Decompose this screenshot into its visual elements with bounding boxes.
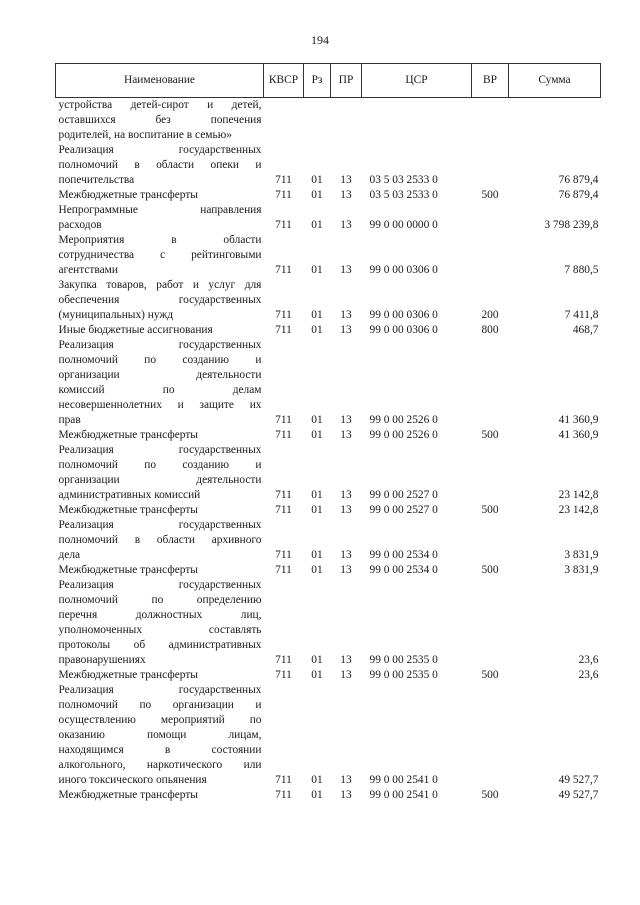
word: находящимся <box>58 744 124 756</box>
row-rz: 01 <box>311 504 323 516</box>
budget-table <box>55 63 601 803</box>
row-name-line <box>59 578 262 593</box>
header-rz: Рз <box>304 64 331 98</box>
row-name <box>56 503 264 518</box>
row-kvsr: 711 <box>275 219 292 231</box>
word: в <box>164 744 171 756</box>
row-pr: 13 <box>340 429 352 441</box>
word: составлять <box>208 624 262 636</box>
row-name-line <box>59 293 262 308</box>
word: деятельности <box>196 474 262 486</box>
row-rz: 01 <box>311 669 323 681</box>
row-name-line <box>59 698 262 713</box>
word: защите <box>199 399 234 411</box>
header-name: Наименование <box>56 64 264 98</box>
row-name-line: расходов <box>58 219 102 231</box>
word: Реализация <box>58 339 114 351</box>
row-name-line: дела <box>58 549 81 561</box>
header-csr: ЦСР <box>362 64 472 98</box>
word: Закупка <box>58 279 97 291</box>
word: и <box>255 159 262 171</box>
row-name-line <box>59 728 262 743</box>
row-kvsr: 711 <box>275 789 292 801</box>
row-csr: 03 5 03 2533 0 <box>369 189 438 201</box>
row-csr: 99 0 00 2541 0 <box>369 789 438 801</box>
row-vr <box>472 338 509 428</box>
word: алкогольного, <box>58 759 126 771</box>
word: государственных <box>178 444 262 456</box>
word: государственных <box>178 579 262 591</box>
row-sum: 23 142,8 <box>558 504 599 516</box>
word: осуществлению <box>58 714 136 726</box>
row-name-line: прав <box>58 414 81 426</box>
word: государственных <box>178 339 262 351</box>
table-body <box>56 98 601 804</box>
row-rz: 01 <box>311 774 323 786</box>
row-kvsr: 711 <box>275 549 292 561</box>
row-rz: 01 <box>311 264 323 276</box>
row-kvsr: 711 <box>275 189 292 201</box>
row-name-line: правонарушениях <box>58 654 146 666</box>
row-name <box>56 578 264 668</box>
row-kvsr: 711 <box>275 414 292 426</box>
word: государственных <box>178 294 262 306</box>
word: области <box>156 159 195 171</box>
row-kvsr: 711 <box>275 564 292 576</box>
word: в <box>134 159 140 171</box>
row-kvsr: 711 <box>275 669 292 681</box>
row-name-line <box>59 473 262 488</box>
row-name-line <box>59 533 262 548</box>
row-name <box>56 188 264 203</box>
word: помощи <box>147 729 187 741</box>
row-vr <box>472 683 509 788</box>
row-name-line <box>59 143 262 158</box>
word: и <box>207 99 214 111</box>
row-kvsr: 711 <box>275 429 292 441</box>
row-name-line: административных комиссий <box>58 489 201 501</box>
row-name <box>56 98 264 144</box>
row-vr <box>472 233 509 278</box>
row-csr: 99 0 00 2534 0 <box>369 549 438 561</box>
row-name-line <box>59 443 262 458</box>
row-sum: 468,7 <box>572 324 599 336</box>
row-name <box>56 143 264 188</box>
row-pr: 13 <box>340 774 352 786</box>
row-csr: 99 0 00 2535 0 <box>369 654 438 666</box>
row-pr: 13 <box>340 264 352 276</box>
word: созданию <box>182 354 230 366</box>
word: деятельности <box>196 369 262 381</box>
row-name-line <box>59 158 262 173</box>
row-sum <box>509 98 601 144</box>
table-row <box>56 578 601 668</box>
table-header <box>56 64 601 98</box>
row-vr: 500 <box>481 564 499 576</box>
row-name-line <box>59 623 262 638</box>
row-kvsr <box>264 98 304 144</box>
row-vr: 500 <box>481 429 499 441</box>
row-vr <box>472 143 509 188</box>
row-vr <box>472 203 509 233</box>
word: и <box>255 699 262 711</box>
row-name-line <box>59 203 262 218</box>
row-name <box>56 668 264 683</box>
word: оказанию <box>58 729 105 741</box>
row-sum: 3 831,9 <box>564 549 599 561</box>
row-pr: 13 <box>340 219 352 231</box>
header-pr: ПР <box>331 64 362 98</box>
row-vr: 200 <box>481 309 499 321</box>
row-csr: 99 0 00 2534 0 <box>369 564 438 576</box>
word: и <box>255 354 262 366</box>
word: детей, <box>231 99 262 111</box>
word: перечня <box>58 609 98 621</box>
row-name-line <box>59 593 262 608</box>
table-row <box>56 503 601 518</box>
table-row <box>56 323 601 338</box>
row-name-line: попечительства <box>58 174 135 186</box>
word: направления <box>200 204 262 216</box>
word: организации <box>172 699 234 711</box>
row-name-line <box>59 233 262 248</box>
word: определению <box>196 594 262 606</box>
word: лицам, <box>228 729 262 741</box>
row-name <box>56 443 264 503</box>
row-name-line: (муниципальных) нужд <box>58 309 174 321</box>
row-csr: 99 0 00 2527 0 <box>369 504 438 516</box>
word: попечения <box>210 114 262 126</box>
row-pr: 13 <box>340 549 352 561</box>
table-row <box>56 668 601 683</box>
row-name-line: Межбюджетные трансферты <box>58 789 198 801</box>
row-name-line <box>59 713 262 728</box>
row-pr <box>331 98 362 144</box>
word: области <box>223 234 262 246</box>
table-row <box>56 428 601 443</box>
row-csr: 99 0 00 0000 0 <box>369 219 438 231</box>
word: и <box>192 279 199 291</box>
row-csr: 99 0 00 2526 0 <box>369 429 438 441</box>
table-row <box>56 563 601 578</box>
row-name <box>56 278 264 323</box>
row-pr: 13 <box>340 309 352 321</box>
row-name-line: родителей, на воспитание в семью» <box>58 129 232 141</box>
row-name <box>56 788 264 803</box>
row-sum: 3 831,9 <box>564 564 599 576</box>
row-name-line <box>59 458 262 473</box>
row-sum: 23,6 <box>578 669 599 681</box>
word: мероприятий <box>160 714 225 726</box>
row-sum: 49 527,7 <box>558 789 599 801</box>
table-row <box>56 233 601 278</box>
row-vr <box>472 443 509 503</box>
word: лиц, <box>240 609 262 621</box>
row-name-line <box>59 758 262 773</box>
row-name-line <box>59 278 262 293</box>
word: Реализация <box>58 684 114 696</box>
row-rz: 01 <box>311 174 323 186</box>
row-sum: 41 360,9 <box>558 414 599 426</box>
row-name-line: агентствами <box>58 264 118 276</box>
row-name <box>56 233 264 278</box>
header-sum: Сумма <box>509 64 601 98</box>
row-kvsr: 711 <box>275 504 292 516</box>
word: для <box>244 279 262 291</box>
word: должностных <box>135 609 203 621</box>
word: административных <box>168 639 262 651</box>
row-pr: 13 <box>340 564 352 576</box>
row-pr: 13 <box>340 174 352 186</box>
row-pr: 13 <box>340 669 352 681</box>
word: работ <box>156 279 184 291</box>
row-rz: 01 <box>311 414 323 426</box>
word: без <box>155 114 171 126</box>
row-vr: 500 <box>481 789 499 801</box>
row-pr: 13 <box>340 324 352 336</box>
row-name-line: Иные бюджетные ассигнования <box>58 324 213 336</box>
row-name <box>56 203 264 233</box>
row-csr: 99 0 00 2526 0 <box>369 414 438 426</box>
row-csr: 99 0 00 2541 0 <box>369 774 438 786</box>
row-name <box>56 518 264 563</box>
row-vr <box>472 98 509 144</box>
word: состоянии <box>211 744 262 756</box>
row-pr: 13 <box>340 654 352 666</box>
row-kvsr: 711 <box>275 654 292 666</box>
word: сотрудничества <box>58 249 135 261</box>
word: с <box>160 249 166 261</box>
word: полномочий <box>58 594 118 606</box>
row-csr: 99 0 00 0306 0 <box>369 324 438 336</box>
row-vr <box>472 578 509 668</box>
word: Реализация <box>58 519 114 531</box>
word: по <box>151 594 164 606</box>
word: по <box>249 714 262 726</box>
row-name-line: Межбюджетные трансферты <box>58 669 198 681</box>
row-name <box>56 323 264 338</box>
row-rz: 01 <box>311 429 323 441</box>
row-name-line: Межбюджетные трансферты <box>58 564 198 576</box>
word: в <box>134 534 141 546</box>
word: организации <box>58 369 120 381</box>
row-pr: 13 <box>340 504 352 516</box>
row-name-line <box>59 248 262 263</box>
row-vr: 500 <box>481 669 499 681</box>
row-vr: 500 <box>481 189 499 201</box>
word: по <box>144 459 157 471</box>
row-pr: 13 <box>340 414 352 426</box>
row-name-line <box>59 743 262 758</box>
row-rz: 01 <box>311 789 323 801</box>
table-row <box>56 203 601 233</box>
row-name-line <box>59 98 262 113</box>
row-kvsr: 711 <box>275 774 292 786</box>
row-rz: 01 <box>311 189 323 201</box>
word: обеспечения <box>58 294 120 306</box>
row-pr: 13 <box>340 489 352 501</box>
row-name-line <box>59 518 262 533</box>
row-rz <box>304 98 331 144</box>
word: товаров, <box>106 279 147 291</box>
table-row <box>56 143 601 188</box>
row-name-line <box>59 398 262 413</box>
row-name-line <box>59 113 262 128</box>
word: и <box>177 399 184 411</box>
word: полномочий <box>58 459 118 471</box>
word: Реализация <box>58 579 114 591</box>
table-row <box>56 518 601 563</box>
word: полномочий <box>58 354 118 366</box>
table-row <box>56 683 601 788</box>
word: услуг <box>208 279 236 291</box>
word: полномочий <box>58 699 118 711</box>
row-vr <box>472 518 509 563</box>
word: и <box>255 459 262 471</box>
row-name-line: Межбюджетные трансферты <box>58 429 198 441</box>
row-vr: 800 <box>481 324 499 336</box>
row-vr: 500 <box>481 504 499 516</box>
word: государственных <box>178 684 262 696</box>
row-name-line: иного токсического опьянения <box>58 774 207 786</box>
word: делам <box>232 384 262 396</box>
word: Реализация <box>58 444 114 456</box>
row-name-line <box>59 638 262 653</box>
word: созданию <box>182 459 230 471</box>
word: полномочий <box>58 159 118 171</box>
word: полномочий <box>58 534 118 546</box>
row-sum: 23 142,8 <box>558 489 599 501</box>
row-name-line <box>59 608 262 623</box>
page-number: 194 <box>311 33 329 47</box>
row-rz: 01 <box>311 564 323 576</box>
table-row <box>56 443 601 503</box>
row-sum: 3 798 239,8 <box>544 219 599 231</box>
row-kvsr: 711 <box>275 309 292 321</box>
row-sum: 76 879,4 <box>558 189 599 201</box>
word: несовершеннолетних <box>58 399 162 411</box>
row-csr: 99 0 00 2535 0 <box>369 669 438 681</box>
row-rz: 01 <box>311 654 323 666</box>
row-rz: 01 <box>311 489 323 501</box>
word: рейтинговыми <box>191 249 262 261</box>
row-name-line <box>59 368 262 383</box>
row-name-line <box>59 683 262 698</box>
row-rz: 01 <box>311 324 323 336</box>
table-row <box>56 278 601 323</box>
row-kvsr: 711 <box>275 174 292 186</box>
header-kvsr: КВСР <box>264 64 304 98</box>
word: области <box>156 534 195 546</box>
row-name-line: Межбюджетные трансферты <box>58 504 198 516</box>
word: по <box>162 384 175 396</box>
row-name <box>56 428 264 443</box>
word: детей-сирот <box>130 99 189 111</box>
word: устройства <box>58 99 113 111</box>
word: по <box>144 354 157 366</box>
row-kvsr: 711 <box>275 264 292 276</box>
row-pr: 13 <box>340 189 352 201</box>
word: наркотического <box>146 759 223 771</box>
row-name-line: Межбюджетные трансферты <box>58 189 198 201</box>
word: комиссий <box>58 384 105 396</box>
row-sum: 7 411,8 <box>564 309 599 321</box>
row-csr: 03 5 03 2533 0 <box>369 174 438 186</box>
row-sum: 23,6 <box>578 654 599 666</box>
word: протоколы <box>58 639 111 651</box>
row-pr: 13 <box>340 789 352 801</box>
row-name-line <box>59 383 262 398</box>
word: организации <box>58 474 120 486</box>
word: Непрограммные <box>58 204 138 216</box>
row-name <box>56 563 264 578</box>
word: их <box>249 399 262 411</box>
table-row <box>56 188 601 203</box>
table-row <box>56 98 601 144</box>
row-sum: 7 880,5 <box>564 264 599 276</box>
row-name <box>56 683 264 788</box>
row-csr: 99 0 00 2527 0 <box>369 489 438 501</box>
word: архивного <box>211 534 262 546</box>
word: Реализация <box>58 144 114 156</box>
table-row <box>56 338 601 428</box>
row-rz: 01 <box>311 549 323 561</box>
word: оставшихся <box>58 114 116 126</box>
row-name-line <box>59 338 262 353</box>
header-vr: ВР <box>472 64 509 98</box>
word: в <box>171 234 177 246</box>
table-row <box>56 788 601 803</box>
word: об <box>133 639 146 651</box>
row-rz: 01 <box>311 309 323 321</box>
row-sum: 41 360,9 <box>558 429 599 441</box>
row-rz: 01 <box>311 219 323 231</box>
word: Мероприятия <box>58 234 125 246</box>
row-csr <box>362 98 472 144</box>
row-name-line <box>59 353 262 368</box>
row-sum: 49 527,7 <box>558 774 599 786</box>
word: государственных <box>178 519 262 531</box>
row-sum: 76 879,4 <box>558 174 599 186</box>
row-kvsr: 711 <box>275 324 292 336</box>
word: опеки <box>210 159 240 171</box>
word: по <box>139 699 152 711</box>
word: или <box>243 759 262 771</box>
row-kvsr: 711 <box>275 489 292 501</box>
word: государственных <box>178 144 262 156</box>
row-name <box>56 338 264 428</box>
row-csr: 99 0 00 0306 0 <box>369 309 438 321</box>
word: уполномоченных <box>58 624 143 636</box>
row-csr: 99 0 00 0306 0 <box>369 264 438 276</box>
